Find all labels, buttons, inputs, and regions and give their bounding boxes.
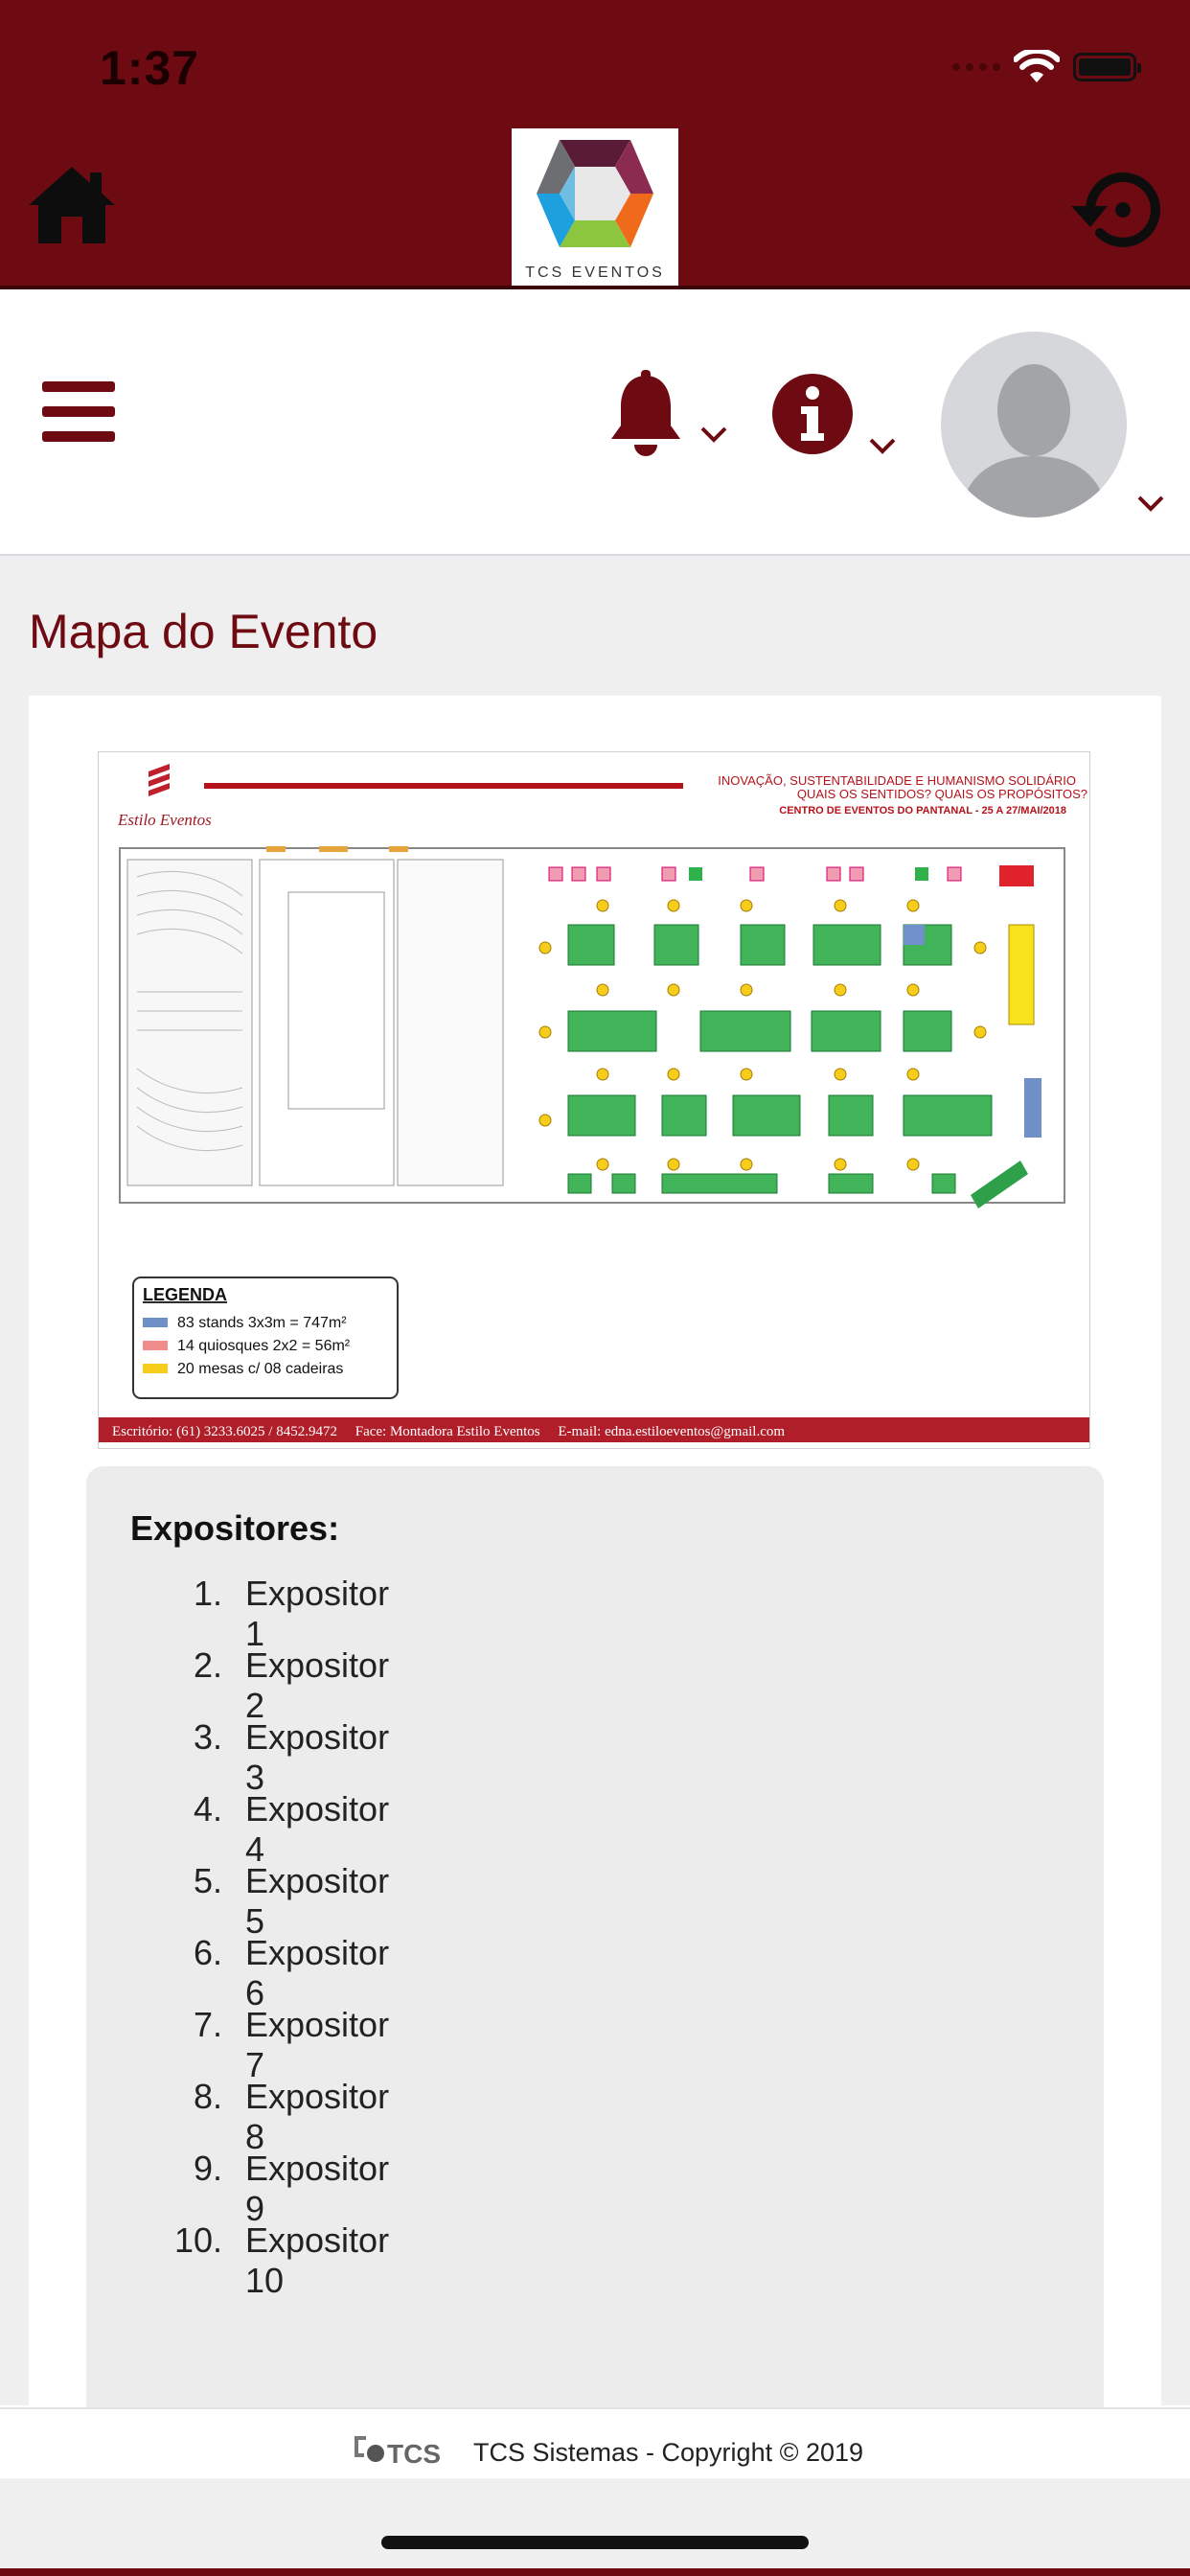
status-time: 1:37 xyxy=(100,41,200,95)
item-number: 10. xyxy=(173,2220,222,2260)
item-number: 3. xyxy=(193,1717,222,1757)
map-brand: Estilo Eventos xyxy=(118,811,212,829)
nav-bar xyxy=(0,293,1190,556)
chevron-down-icon xyxy=(699,426,728,445)
item-label: Expositor 3 xyxy=(245,1717,390,1797)
item-number: 7. xyxy=(193,2005,222,2044)
map-title-2: QUAIS OS SENTIDOS? QUAIS OS PROPÓSITOS? xyxy=(796,787,1087,801)
chevron-down-icon xyxy=(868,437,897,456)
item-label: Expositor 10 xyxy=(245,2220,390,2300)
map-footer-text: Escritório: (61) 3233.6025 / 8452.9472 Face: Montadora Estilo Eventos E-mail: edna.estiloeventos@gmail.com xyxy=(112,1424,786,1439)
event-map-image[interactable] xyxy=(98,751,1090,1449)
item-number: 9. xyxy=(193,2149,222,2188)
svg-text:TCS: TCS xyxy=(387,2439,441,2467)
item-number: 2. xyxy=(193,1645,222,1685)
app-logo xyxy=(512,128,678,286)
home-indicator[interactable] xyxy=(381,2536,809,2549)
logo-text: TCS EVENTOS xyxy=(525,264,665,281)
signal-icon xyxy=(952,63,1000,71)
user-avatar[interactable] xyxy=(941,332,1127,518)
item-number: 4. xyxy=(193,1789,222,1828)
item-number: 8. xyxy=(193,2077,222,2116)
wifi-icon xyxy=(1014,50,1060,84)
item-label: Expositor 6 xyxy=(245,1933,390,2012)
page-title: Mapa do Evento xyxy=(29,605,378,658)
refresh-icon xyxy=(1062,168,1161,252)
map-title-1: INOVAÇÃO, SUSTENTABILIDADE E HUMANISMO SOLIDÁRIO xyxy=(718,773,1076,788)
item-label: Expositor 8 xyxy=(245,2077,390,2156)
item-label: Expositor 1 xyxy=(245,1574,390,1653)
item-number: 5. xyxy=(193,1861,222,1900)
bottom-strip xyxy=(0,2568,1190,2576)
menu-button[interactable] xyxy=(42,381,115,448)
item-label: Expositor 5 xyxy=(245,1861,390,1941)
exhibitors-panel xyxy=(86,1466,1104,2425)
menu-icon xyxy=(42,381,115,443)
legend-item-1: 83 stands 3x3m = 747m² xyxy=(177,1315,347,1331)
info-button[interactable] xyxy=(770,372,855,461)
item-label: Expositor 4 xyxy=(245,1789,390,1869)
home-button[interactable] xyxy=(25,163,119,250)
item-label: Expositor 9 xyxy=(245,2149,390,2228)
footer xyxy=(0,2407,1190,2480)
map-brand-logo xyxy=(149,764,170,796)
tcs-logo xyxy=(351,2428,446,2467)
chevron-down-icon[interactable] xyxy=(1136,494,1165,514)
avatar-icon xyxy=(941,332,1127,518)
legend-item-3: 20 mesas c/ 08 cadeiras xyxy=(177,1361,344,1377)
info-icon xyxy=(770,372,855,456)
status-icons xyxy=(952,50,1136,84)
item-number: 6. xyxy=(193,1933,222,1972)
item-number: 1. xyxy=(193,1574,222,1613)
legend-item-2: 14 quiosques 2x2 = 56m² xyxy=(177,1338,351,1354)
notifications-button[interactable] xyxy=(606,370,686,463)
bottom-safe-area xyxy=(0,2478,1190,2568)
battery-icon xyxy=(1073,53,1136,81)
map-title-3: CENTRO DE EVENTOS DO PANTANAL - 25 A 27/MAI/2018 xyxy=(779,805,1066,816)
item-label: Expositor 2 xyxy=(245,1645,390,1725)
item-label: Expositor 7 xyxy=(245,2005,390,2084)
home-icon xyxy=(25,163,119,245)
copyright-text: TCS Sistemas - Copyright © 2019 xyxy=(473,2438,864,2467)
legend-title: LEGENDA xyxy=(143,1285,228,1304)
refresh-button[interactable] xyxy=(1062,168,1161,257)
exhibitors-heading: Expositores: xyxy=(130,1508,340,1548)
top-bar xyxy=(0,0,1190,289)
bell-icon xyxy=(606,370,686,458)
